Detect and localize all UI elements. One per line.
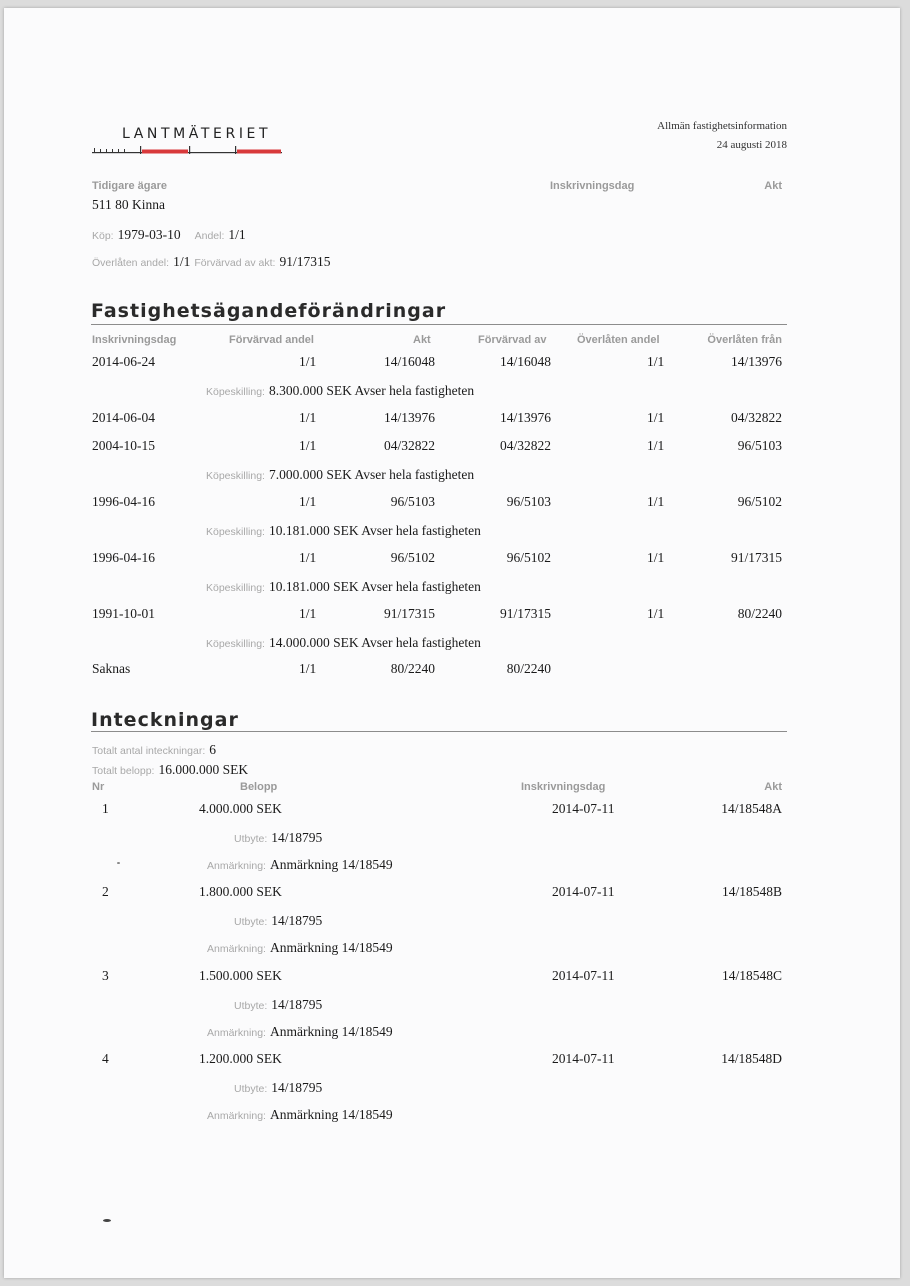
- anm-value: Anmärkning 14/18549: [269, 1024, 393, 1039]
- oc-row-by: 91/17315: [499, 606, 551, 621]
- oc-row-from: 04/32822: [730, 410, 782, 425]
- anm-value: Anmärkning 14/18549: [269, 940, 393, 955]
- mg-date: 2014-07-11: [552, 968, 615, 983]
- mg-anm-line: [207, 856, 393, 874]
- section-divider: [91, 324, 787, 325]
- oc-row-share: 1/1: [299, 494, 317, 509]
- total-amount-label: Totalt belopp:: [92, 765, 155, 777]
- oc-col-by: Förvärvad av: [478, 334, 547, 346]
- oc-row-share: 1/1: [299, 438, 317, 453]
- mg-utbyte-line: [234, 996, 322, 1014]
- oc-row-share: 1/1: [299, 661, 317, 676]
- mg-amount: 4.000.000 SEK: [199, 801, 282, 816]
- utbyte-label: Utbyte:: [234, 1083, 268, 1095]
- col-akt-header: Akt: [764, 180, 782, 192]
- kopeskilling-label: Köpeskilling:: [206, 638, 265, 650]
- mg-amount: 1.200.000 SEK: [199, 1051, 282, 1066]
- anm-label: Anmärkning:: [207, 943, 266, 955]
- oc-row-date: 1991-10-01: [92, 606, 155, 621]
- mg-date: 2014-07-11: [552, 884, 615, 899]
- kopeskilling-value: 7.000.000 SEK Avser hela fastigheten: [268, 467, 475, 482]
- oc-col-out-share: Överlåten andel: [577, 334, 660, 346]
- kop-label: Köp:: [92, 230, 114, 242]
- oc-row-akt: 04/32822: [383, 438, 435, 453]
- kopeskilling-value: 8.300.000 SEK Avser hela fastigheten: [268, 383, 475, 398]
- kopeskilling-value: 14.000.000 SEK Avser hela fastigheten: [268, 635, 481, 650]
- scan-speck: [117, 862, 120, 864]
- oc-col-from: Överlåten från: [707, 334, 782, 346]
- mg-utbyte-line: [234, 1079, 322, 1097]
- oc-row-date: 2014-06-24: [92, 354, 155, 369]
- overlaten-line: [92, 253, 330, 271]
- mg-anm-line: [207, 939, 393, 957]
- mg-col-date: Inskrivningsdag: [521, 781, 606, 793]
- mg-anm-line: [207, 1106, 393, 1124]
- oc-row-date: 1996-04-16: [92, 494, 155, 509]
- anm-value: Anmärkning 14/18549: [269, 857, 393, 872]
- oc-row-by: 96/5102: [506, 550, 551, 565]
- lantmateriet-logo: LANTMÄTERIET: [122, 126, 272, 142]
- mg-utbyte-line: [234, 829, 322, 847]
- oc-row-date: Saknas: [92, 661, 131, 676]
- utbyte-label: Utbyte:: [234, 1000, 268, 1012]
- oc-row-out-share: 1/1: [647, 550, 665, 565]
- mg-col-belopp: Belopp: [240, 781, 278, 793]
- total-count-label: Totalt antal inteckningar:: [92, 745, 206, 757]
- document-page: [4, 8, 900, 1278]
- oc-row-from: 80/2240: [737, 606, 782, 621]
- oc-row-out-share: 1/1: [647, 354, 665, 369]
- mg-akt: 14/18548A: [721, 801, 782, 816]
- mg-nr: 4: [102, 1051, 109, 1066]
- previous-owner-address: 511 80 Kinna: [92, 197, 165, 212]
- anm-label: Anmärkning:: [207, 860, 266, 872]
- mg-nr: 1: [102, 801, 109, 816]
- mg-amount: 1.800.000 SEK: [199, 884, 282, 899]
- oc-row-share: 1/1: [299, 410, 317, 425]
- mg-date: 2014-07-11: [552, 1051, 615, 1066]
- overlaten-value: 1/1: [173, 254, 191, 269]
- mg-col-akt: Akt: [764, 781, 782, 793]
- previous-owner-label: Tidigare ägare: [92, 180, 167, 192]
- mg-akt: 14/18548C: [721, 968, 782, 983]
- utbyte-value: 14/18795: [271, 997, 323, 1012]
- mg-col-nr: Nr: [92, 781, 105, 793]
- forvarvad-label: Förvärvad av akt:: [194, 257, 276, 269]
- oc-row-share: 1/1: [299, 606, 317, 621]
- oc-row-out-share: 1/1: [647, 438, 665, 453]
- mg-utbyte-line: [234, 912, 322, 930]
- oc-row-out-share: 1/1: [647, 410, 665, 425]
- oc-col-date: Inskrivningsdag: [92, 334, 177, 346]
- oc-row-akt: 91/17315: [383, 606, 435, 621]
- oc-row-price: [206, 522, 481, 540]
- oc-row-by: 14/16048: [499, 354, 551, 369]
- kopeskilling-value: 10.181.000 SEK Avser hela fastigheten: [268, 523, 481, 538]
- oc-row-akt: 96/5103: [390, 494, 435, 509]
- oc-row-by: 80/2240: [506, 661, 551, 676]
- utbyte-value: 14/18795: [271, 1080, 323, 1095]
- mg-akt: 14/18548B: [721, 884, 782, 899]
- col-inskrivningsdag-header: Inskrivningsdag: [550, 180, 635, 192]
- oc-row-by: 04/32822: [499, 438, 551, 453]
- mg-akt: 14/18548D: [721, 1051, 782, 1066]
- overlaten-label: Överlåten andel:: [92, 257, 170, 269]
- kop-line: [92, 226, 246, 244]
- anm-label: Anmärkning:: [207, 1027, 266, 1039]
- oc-row-akt: 80/2240: [390, 661, 435, 676]
- oc-row-out-share: 1/1: [647, 494, 665, 509]
- mg-nr: 2: [102, 884, 109, 899]
- kopeskilling-label: Köpeskilling:: [206, 582, 265, 594]
- logo-bar-icon: [92, 146, 282, 154]
- utbyte-value: 14/18795: [271, 913, 323, 928]
- oc-row-price: [206, 382, 474, 400]
- doc-date: 24 augusti 2018: [716, 139, 787, 151]
- mg-amount: 1.500.000 SEK: [199, 968, 282, 983]
- oc-row-price: [206, 578, 481, 596]
- doc-type: Allmän fastighetsinformation: [657, 120, 787, 132]
- total-count-value: 6: [209, 742, 216, 757]
- mg-nr: 3: [102, 968, 109, 983]
- ownership-changes-title: Fastighetsägandeförändringar: [91, 300, 447, 322]
- oc-row-akt: 96/5102: [390, 550, 435, 565]
- oc-col-akt: Akt: [413, 334, 431, 346]
- kopeskilling-label: Köpeskilling:: [206, 470, 265, 482]
- andel-label: Andel:: [194, 230, 225, 242]
- oc-row-from: 96/5103: [737, 438, 782, 453]
- oc-row-akt: 14/13976: [383, 410, 435, 425]
- mortgages-title: Inteckningar: [91, 709, 239, 731]
- mg-anm-line: [207, 1023, 393, 1041]
- total-amount-value: 16.000.000 SEK: [158, 762, 249, 777]
- total-amount-line: [92, 761, 248, 779]
- kopeskilling-label: Köpeskilling:: [206, 526, 265, 538]
- oc-row-price: [206, 634, 481, 652]
- total-count-line: [92, 741, 216, 759]
- oc-row-out-share: 1/1: [647, 606, 665, 621]
- utbyte-label: Utbyte:: [234, 833, 268, 845]
- oc-row-from: 14/13976: [730, 354, 782, 369]
- kopeskilling-label: Köpeskilling:: [206, 386, 265, 398]
- kop-value: 1979-03-10: [117, 227, 181, 242]
- mg-date: 2014-07-11: [552, 801, 615, 816]
- oc-row-from: 96/5102: [737, 494, 782, 509]
- oc-row-by: 96/5103: [506, 494, 551, 509]
- oc-row-price: [206, 466, 474, 484]
- oc-row-share: 1/1: [299, 354, 317, 369]
- oc-row-date: 1996-04-16: [92, 550, 155, 565]
- anm-value: Anmärkning 14/18549: [269, 1107, 393, 1122]
- oc-row-akt: 14/16048: [383, 354, 435, 369]
- utbyte-value: 14/18795: [271, 830, 323, 845]
- section-divider: [91, 731, 787, 732]
- anm-label: Anmärkning:: [207, 1110, 266, 1122]
- oc-row-date: 2014-06-04: [92, 410, 155, 425]
- oc-row-share: 1/1: [299, 550, 317, 565]
- scan-speck: [103, 1219, 111, 1222]
- oc-col-share: Förvärvad andel: [229, 334, 314, 346]
- andel-value: 1/1: [228, 227, 246, 242]
- kopeskilling-value: 10.181.000 SEK Avser hela fastigheten: [268, 579, 481, 594]
- oc-row-date: 2004-10-15: [92, 438, 155, 453]
- oc-row-by: 14/13976: [499, 410, 551, 425]
- forvarvad-value: 91/17315: [279, 254, 331, 269]
- utbyte-label: Utbyte:: [234, 916, 268, 928]
- oc-row-from: 91/17315: [730, 550, 782, 565]
